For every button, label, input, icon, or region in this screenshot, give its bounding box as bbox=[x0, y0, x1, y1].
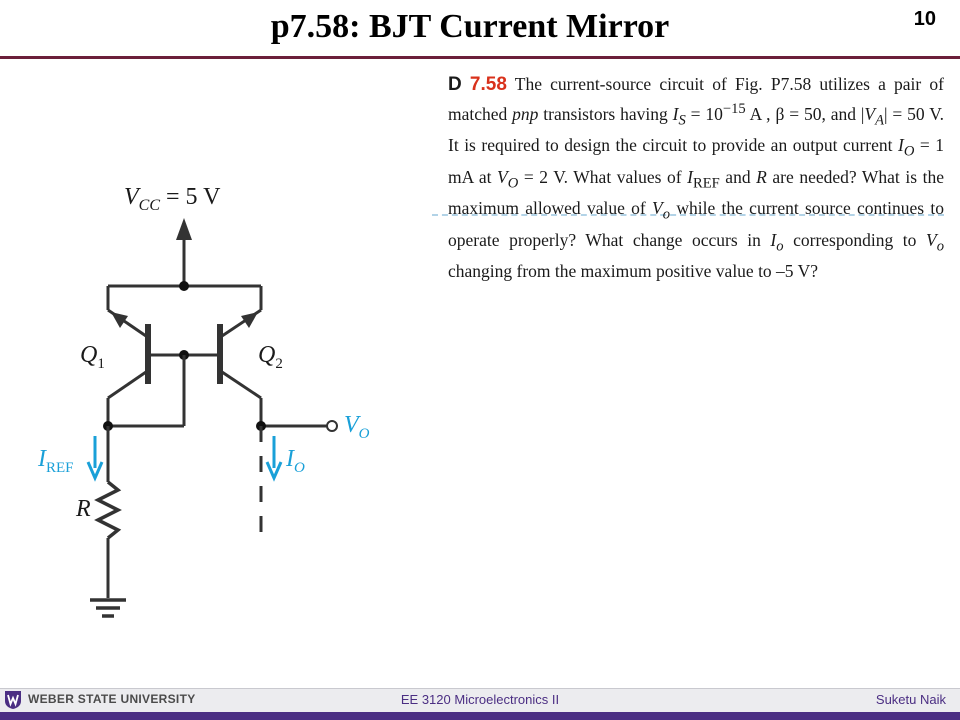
output-terminal bbox=[327, 421, 337, 431]
q1-label: $Q_1$ bbox=[80, 342, 105, 372]
resistor-r bbox=[98, 482, 118, 538]
q1-collector-lead bbox=[108, 372, 146, 398]
q2-collector-lead bbox=[222, 372, 261, 398]
vcc-label: $V_{CC} = 5$ V bbox=[124, 184, 221, 214]
footer-author: Suketu Naik bbox=[875, 692, 946, 707]
ground-icon bbox=[90, 600, 126, 616]
problem-number: 7.58 bbox=[469, 74, 507, 95]
vcc-node-dot bbox=[179, 281, 189, 291]
r-label: R bbox=[76, 496, 91, 522]
footer-stripe bbox=[0, 712, 960, 720]
q1-emitter-arrow-icon bbox=[111, 312, 128, 328]
title-divider bbox=[0, 56, 960, 59]
footer-course: EE 3120 Microelectronics II bbox=[400, 692, 560, 707]
q2-label: $Q_2$ bbox=[258, 342, 283, 372]
iref-label: $I_{REF}$ bbox=[38, 446, 74, 476]
current-mirror-schematic bbox=[0, 60, 430, 620]
io-label: $I_O$ bbox=[286, 446, 305, 476]
slide-number: 10 bbox=[913, 8, 936, 30]
footer-university: WEBER STATE UNIVERSITY bbox=[28, 692, 196, 706]
vcc-arrow-icon bbox=[176, 218, 192, 240]
problem-design-marker: D bbox=[448, 74, 462, 95]
slide-title: p7.58: BJT Current Mirror bbox=[270, 8, 670, 45]
vo-label: $V_O$ bbox=[344, 412, 370, 442]
problem-statement: D 7.58 The current-source circuit of Fig. P7.58 utilizes a pair of matched pnp transistors having $I_S = 10^{-15}$ A , β = 50, and $|V_A| = 50$ V. It is required to design the circuit to provide an output current $I_O = 1$ mA at $V_O = 2$ V. What values of $I_{REF}$ and R are needed? What is the maximum allowed value of $V_o$ while the current source continues to operate properly? What change occurs in $I_o$ corresponding to $V_o$ changing from the maximum positive value to –5 V? bbox=[448, 74, 944, 282]
